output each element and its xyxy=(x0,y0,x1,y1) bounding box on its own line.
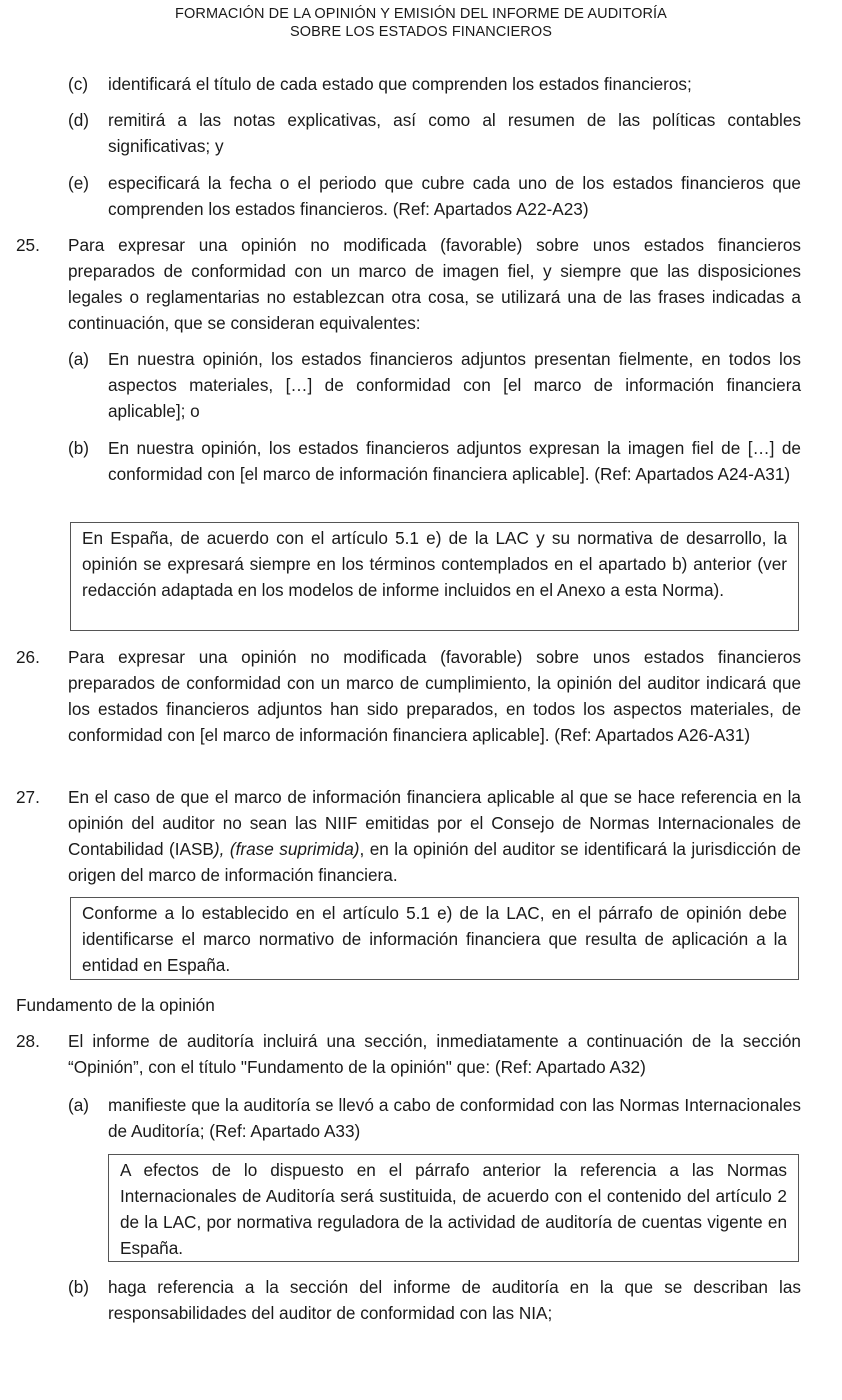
item-d-text: remitirá a las notas explicativas, así como al resumen de las políticas contables significativas; y xyxy=(108,110,801,156)
para-25-b-text: En nuestra opinión, los estados financieros adjuntos expresan la imagen fiel de […] de conformidad con [el marco de información financiera aplicable]. (Ref: Apartados A24-A31) xyxy=(108,438,801,484)
item-c-text: identificará el título de cada estado que comprenden los estados financieros; xyxy=(108,74,692,94)
para-25-text: Para expresar una opinión no modificada (favorable) sobre unos estados financieros preparados de conformidad con un marco de imagen fiel, y siempre que las disposiciones legales o reglamentarias no establezcan otra cosa, se utilizará una de las frases indicadas a continuación, que se consideran equivalentes: xyxy=(68,235,801,333)
para-25-a-text: En nuestra opinión, los estados financieros adjuntos presentan fielmente, en todos los aspectos materiales, […] de conformidad con [el marco de información financiera aplicable]; o xyxy=(108,349,801,421)
para-27-text xyxy=(68,784,801,888)
page-header xyxy=(0,5,842,41)
para-25-a-label: (a) xyxy=(68,349,90,369)
para-28-a-text: manifieste que la auditoría se llevó a cabo de conformidad con las Normas Internacionales de Auditoría; (Ref: Apartado A33) xyxy=(108,1095,801,1141)
para-27-text-after: , en la opinión del auditor se identificará la jurisdicción de origen del marco de información financiera. xyxy=(68,839,801,885)
para-28-text: El informe de auditoría incluirá una sección, inmediatamente a continuación de la sección “Opinión”, con el título "Fundamento de la opinión" que: (Ref: Apartado A32) xyxy=(68,1031,801,1077)
item-c-label: (c) xyxy=(68,74,89,94)
para-26-text: Para expresar una opinión no modificada (favorable) sobre unos estados financieros preparados de conformidad con un marco de cumplimiento, la opinión del auditor indicará que los estados financieros adjuntos han sido preparados, en todos los aspectos materiales, de conformidad con [el marco de información financiera aplicable]. (Ref: Apartados A26-A31) xyxy=(68,647,801,745)
section-heading-fundamento: Fundamento de la opinión xyxy=(16,995,215,1015)
para-26-number: 26. xyxy=(16,647,40,667)
para-27-text-before: En el caso de que el marco de información financiera aplicable al que se hace referencia en la opinión del auditor no sean las NIIF emitidas por el Consejo de Normas Internacionales de Contabilidad (IASB xyxy=(68,787,801,859)
para-27-number: 27. xyxy=(16,787,40,807)
para-28-a-spain-note-box: A efectos de lo dispuesto en el párrafo anterior la referencia a las Normas Internacionales de Auditoría será sustituida, de acuerdo con el contenido del artículo 2 de la LAC, por normativa reguladora de la actividad de auditoría de cuentas vigente en España. xyxy=(108,1154,799,1262)
para-25-number: 25. xyxy=(16,235,40,255)
para-27-spain-note-box: Conforme a lo establecido en el artículo 5.1 e) de la LAC, en el párrafo de opinión debe identificarse el marco normativo de información financiera que resulta de aplicación a la entidad en España. xyxy=(70,897,799,980)
header-title-line-1: FORMACIÓN DE LA OPINIÓN Y EMISIÓN DEL INFORME DE AUDITORÍA xyxy=(175,6,667,22)
header-title-line-2: SOBRE LOS ESTADOS FINANCIEROS xyxy=(289,24,553,40)
para-28-a-label: (a) xyxy=(68,1095,90,1115)
para-28-b-label: (b) xyxy=(68,1277,90,1297)
item-d-label: (d) xyxy=(68,110,90,130)
para-27-text-italic: ), (frase suprimida) xyxy=(213,839,360,859)
para-25-b-label: (b) xyxy=(68,438,90,458)
para-28-b-text: haga referencia a la sección del informe de auditoría en la que se describan las responsabilidades del auditor de conformidad con las NIA; xyxy=(108,1277,801,1323)
para-25-spain-note-box: En España, de acuerdo con el artículo 5.1 e) de la LAC y su normativa de desarrollo, la opinión se expresará siempre en los términos contemplados en el apartado b) anterior (ver redacción adaptada en los modelos de informe incluidos en el Anexo a esta Norma). xyxy=(70,522,799,631)
para-28-number: 28. xyxy=(16,1031,40,1051)
item-e-label: (e) xyxy=(68,173,90,193)
item-e-text: especificará la fecha o el periodo que cubre cada uno de los estados financieros que comprenden los estados financieros. (Ref: Apartados A22-A23) xyxy=(108,173,801,219)
